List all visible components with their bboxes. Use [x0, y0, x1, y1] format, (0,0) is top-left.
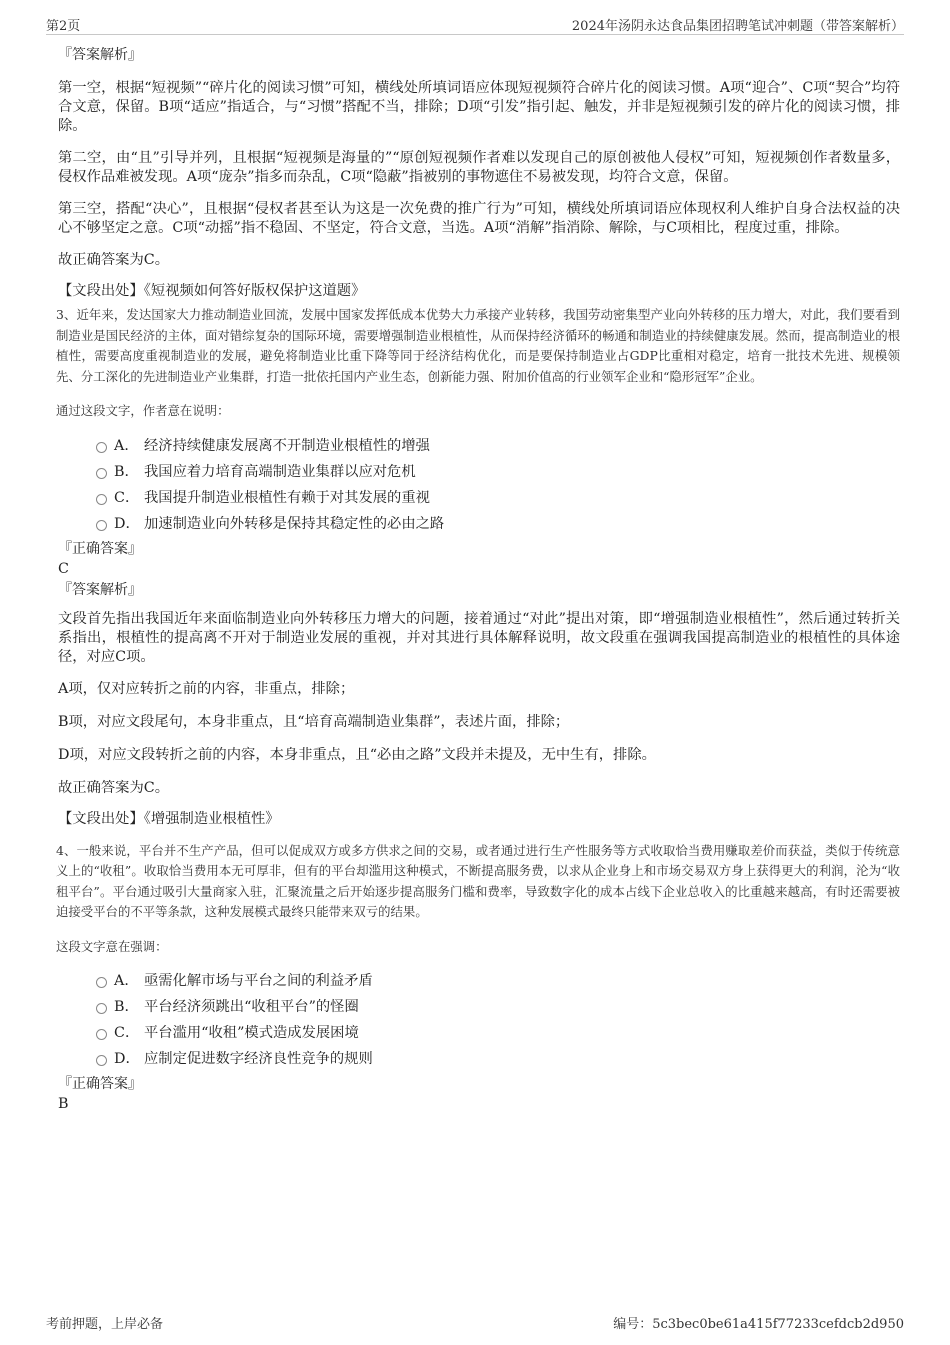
- analysis-conclusion: 故正确答案为C。: [58, 779, 170, 796]
- option-letter: D．: [114, 1051, 140, 1067]
- analysis-paragraph-1: 文段首先指出我国近年来面临制造业向外转移压力增大的问题，接着通过“对此”提出对策，即“增强制造业根植性”，然后通过转折关系指出，根植性的提高离不开对于制造业发展的重视，并对其进行具体解释说明，故文段重在强调我国提高制造业的根植性的具体途径，对应C项。: [58, 610, 900, 665]
- radio-icon[interactable]: [96, 977, 107, 988]
- analysis-label: 『答案解析』: [58, 581, 142, 598]
- analysis-paragraph-4: D项，对应文段转折之前的内容，本身非重点，且“必由之路”文段并未提及，无中生有，排除。: [58, 746, 656, 763]
- analysis-label: 『答案解析』: [58, 47, 142, 63]
- page-content: [56, 45, 900, 1114]
- radio-icon[interactable]: [96, 1055, 107, 1066]
- source-citation: 【文段出处】《增强制造业根植性》: [58, 810, 280, 827]
- radio-icon[interactable]: [96, 494, 107, 505]
- option-letter: C．: [114, 489, 140, 506]
- option-b[interactable]: [56, 459, 900, 485]
- question-4-text: 4、一般来说，平台并不生产产品，但可以促成双方或多方供求之间的交易，或者通过进行生产性服务等方式收取恰当费用赚取差价而获益，类似于传统意义上的“收租”。收取恰当费用本无可厚非，但有的平台却滥用这种模式，不断提高服务费，以求从企业身上和市场交易双方身上获得更大的利润，沦为“收租平台”。平台通过吸引大量商家入驻，汇聚流量之后开始逐步提高服务门槛和费率，导致数字化的成本占线下企业总收入的比重越来越高，有时还需要被迫接受平台的不平等条款，这种发展模式最终只能带来双亏的结果。: [56, 842, 900, 919]
- option-c[interactable]: [56, 485, 900, 511]
- analysis-paragraph-3: 第三空，搭配“决心”，且根据“侵权者甚至认为这是一次免费的推广行为”可知，横线处所填词语应体现权利人维护自身合法权益的决心不够坚定之意。C项“动摇”指不稳固、不坚定，符合文意，当选。A项“消解”指消除、解除，与C项相比，程度过重，排除。: [58, 201, 900, 236]
- option-text: 平台经济须跳出“收租平台”的怪圈: [144, 999, 359, 1015]
- source-citation: 【文段出处】《短视频如何答好版权保护这道题》: [58, 283, 366, 299]
- analysis-paragraph-2: A项，仅对应转折之前的内容，非重点，排除；: [58, 680, 355, 697]
- radio-icon[interactable]: [96, 520, 107, 531]
- option-letter: D．: [114, 515, 140, 532]
- question-3-prompt: 通过这段文字，作者意在说明：: [56, 403, 230, 418]
- correct-answer-label: 『正确答案』: [58, 540, 142, 557]
- option-text: 我国应着力培育高端制造业集群以应对危机: [144, 463, 416, 480]
- option-letter: C．: [114, 1025, 140, 1041]
- correct-answer-label: 『正确答案』: [58, 1076, 142, 1092]
- option-text: 应制定促进数字经济良性竞争的规则: [144, 1051, 373, 1067]
- question-4-prompt: 这段文字意在强调：: [56, 938, 168, 954]
- page-number: 第2页: [46, 19, 81, 34]
- correct-answer: C: [58, 560, 69, 577]
- option-a[interactable]: [56, 433, 900, 459]
- document-code: 编号：5c3bec0be61a415f77233cefdcb2d950: [613, 1317, 904, 1332]
- radio-icon[interactable]: [96, 442, 107, 453]
- radio-icon[interactable]: [96, 1029, 107, 1040]
- option-letter: A．: [114, 973, 139, 989]
- option-text: 加速制造业向外转移是保持其稳定性的必由之路: [144, 515, 445, 532]
- radio-icon[interactable]: [96, 1003, 107, 1014]
- analysis-paragraph-3: B项，对应文段尾句，本身非重点，且“培育高端制造业集群”，表述片面，排除；: [58, 713, 570, 730]
- question-3-text: 3、近年来，发达国家大力推动制造业回流，发展中国家发挥低成本优势大力承接产业转移，我国劳动密集型产业向外转移的压力增大，对此，我们要看到制造业是国民经济的主体，面对错综复杂的国际环境，需要增强制造业根植性，从而保持经济循环的畅通和制造业的持续健康发展。然而，提高制造业的根植性，需要高度重视制造业的发展，避免将制造业比重下降等同于经济结构优化，而是要保持制造业占GDP比重相对稳定，培育一批技术先进、规模领先、分工深化的先进制造业产业集群，打造一批依托国内产业生态，创新能力强、附加价值高的行业领军企业和“隐形冠军”企业。: [56, 307, 900, 384]
- option-text: 平台滥用“收租”模式造成发展困境: [144, 1025, 359, 1041]
- radio-icon[interactable]: [96, 468, 107, 479]
- option-b[interactable]: [56, 994, 900, 1020]
- option-text: 经济持续健康发展离不开制造业根植性的增强: [144, 437, 430, 454]
- option-d[interactable]: [56, 1046, 900, 1072]
- document-title: 2024年汤阴永达食品集团招聘笔试冲刺题（带答案解析）: [571, 19, 904, 34]
- option-c[interactable]: [56, 1020, 900, 1046]
- correct-answer: B: [58, 1096, 69, 1112]
- option-letter: B．: [114, 463, 139, 480]
- question-3-options: [56, 433, 900, 537]
- option-d[interactable]: [56, 511, 900, 537]
- question-4-options: [56, 968, 900, 1072]
- footer-slogan: 考前押题，上岸必备: [46, 1317, 164, 1332]
- option-letter: B．: [114, 999, 139, 1015]
- option-a[interactable]: [56, 968, 900, 994]
- option-text: 亟需化解市场与平台之间的利益矛盾: [144, 973, 373, 989]
- analysis-paragraph-1: 第一空，根据“短视频”“碎片化的阅读习惯”可知，横线处所填词语应体现短视频符合碎片化的阅读习惯。A项“迎合”、C项“契合”均符合文意，保留。B项“适应”指适合，与“习惯”搭配不当，排除；D项“引发”指引起、触发，并非是短视频引发的碎片化的阅读习惯，排除。: [58, 80, 900, 134]
- analysis-conclusion: 故正确答案为C。: [58, 252, 170, 268]
- page-header: [46, 12, 904, 35]
- analysis-paragraph-2: 第二空，由“且”引导并列，且根据“短视频是海量的”“原创短视频作者难以发现自己的原创被他人侵权”可知，短视频创作者数量多，侵权作品难被发现。A项“庞杂”指多而杂乱，C项“隐蔽”指被别的事物遮住不易被发现，均符合文意，保留。: [58, 150, 900, 185]
- option-letter: A．: [114, 437, 139, 454]
- option-text: 我国提升制造业根植性有赖于对其发展的重视: [144, 489, 430, 506]
